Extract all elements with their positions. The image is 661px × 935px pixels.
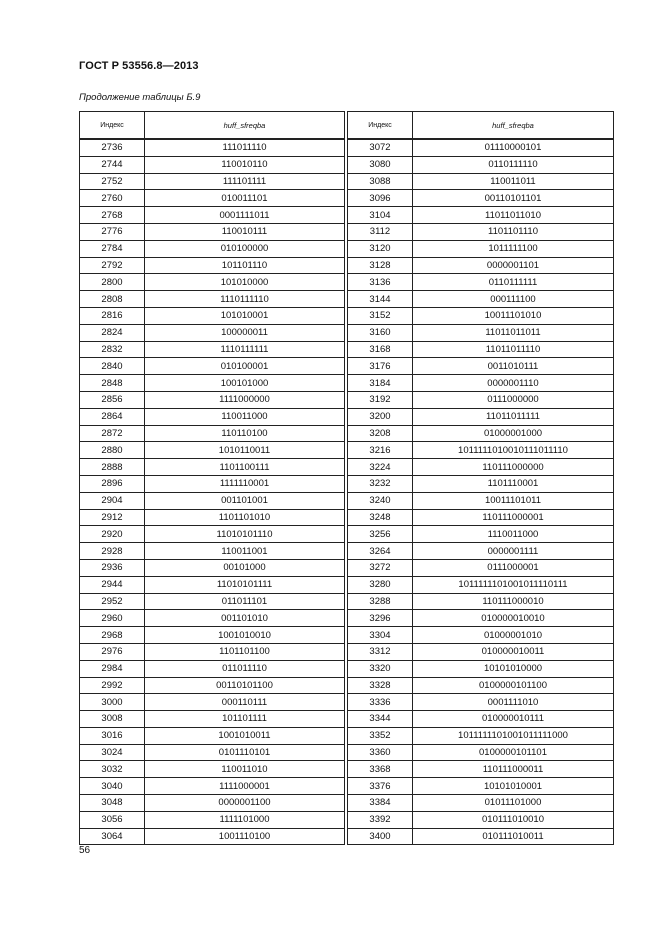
code-cell: 1001110100 — [145, 828, 345, 845]
code-cell: 110111000010 — [413, 593, 614, 610]
index-cell: 3096 — [348, 190, 413, 207]
table-row — [348, 795, 614, 812]
index-cell: 2912 — [80, 509, 145, 526]
index-cell: 3176 — [348, 358, 413, 375]
table-row — [80, 341, 345, 358]
code-cell: 010100000 — [145, 240, 345, 257]
index-cell: 3384 — [348, 795, 413, 812]
code-cell: 010000010111 — [413, 711, 614, 728]
index-cell: 2896 — [80, 475, 145, 492]
table-row — [348, 240, 614, 257]
code-cell: 1111000000 — [145, 391, 345, 408]
code-cell: 1011111100 — [413, 240, 614, 257]
code-cell: 1011111010010111011110 — [413, 442, 614, 459]
code-cell: 010011101 — [145, 190, 345, 207]
code-cell: 1001010011 — [145, 727, 345, 744]
table-row — [80, 139, 345, 156]
code-cell: 010100001 — [145, 358, 345, 375]
code-cell: 010111010010 — [413, 811, 614, 828]
index-cell: 2952 — [80, 593, 145, 610]
table-row — [80, 207, 345, 224]
table-row — [348, 660, 614, 677]
table-row — [80, 475, 345, 492]
index-cell: 3064 — [80, 828, 145, 845]
table-right-half — [347, 111, 614, 845]
index-cell: 3360 — [348, 744, 413, 761]
table-row — [348, 828, 614, 845]
code-cell: 00110101101 — [413, 190, 614, 207]
code-cell: 0001111010 — [413, 694, 614, 711]
index-cell: 2800 — [80, 274, 145, 291]
table-row — [348, 593, 614, 610]
index-cell: 2880 — [80, 442, 145, 459]
code-cell: 110010110 — [145, 156, 345, 173]
index-cell: 3120 — [348, 240, 413, 257]
table-row — [348, 139, 614, 156]
code-cell: 1110111111 — [145, 341, 345, 358]
index-cell: 2936 — [80, 559, 145, 576]
index-cell: 3072 — [348, 139, 413, 156]
index-cell: 2968 — [80, 627, 145, 644]
table-row — [80, 795, 345, 812]
code-cell: 000111100 — [413, 291, 614, 308]
table-row — [80, 660, 345, 677]
table-row — [348, 156, 614, 173]
index-cell: 2984 — [80, 660, 145, 677]
code-cell: 010000010010 — [413, 610, 614, 627]
code-cell: 1101110001 — [413, 475, 614, 492]
table-row — [348, 375, 614, 392]
table-row — [80, 408, 345, 425]
index-cell: 3000 — [80, 694, 145, 711]
index-cell: 3048 — [80, 795, 145, 812]
code-cell: 100000011 — [145, 324, 345, 341]
table-row — [80, 761, 345, 778]
table-row — [348, 744, 614, 761]
column-header-index: Индекс — [348, 112, 413, 140]
index-cell: 3016 — [80, 727, 145, 744]
index-cell: 2848 — [80, 375, 145, 392]
code-cell: 11011011111 — [413, 408, 614, 425]
code-cell: 1111101000 — [145, 811, 345, 828]
table-row — [348, 727, 614, 744]
code-cell: 0011010111 — [413, 358, 614, 375]
code-cell: 101010001 — [145, 307, 345, 324]
index-cell: 2816 — [80, 307, 145, 324]
index-cell: 3272 — [348, 559, 413, 576]
code-cell: 00101000 — [145, 559, 345, 576]
code-cell: 110110100 — [145, 425, 345, 442]
code-cell: 101101110 — [145, 257, 345, 274]
code-cell: 101101111 — [145, 711, 345, 728]
column-header-code: huff_sfreqba — [413, 112, 614, 140]
table-row — [348, 425, 614, 442]
code-cell: 0100000101101 — [413, 744, 614, 761]
index-cell: 2784 — [80, 240, 145, 257]
table-row — [348, 391, 614, 408]
code-cell: 01000001010 — [413, 627, 614, 644]
table-row — [348, 694, 614, 711]
code-cell: 110011011 — [413, 173, 614, 190]
index-cell: 2856 — [80, 391, 145, 408]
table-row — [80, 593, 345, 610]
index-cell: 2976 — [80, 643, 145, 660]
table-row — [80, 425, 345, 442]
table-row — [80, 223, 345, 240]
table-row — [348, 341, 614, 358]
table-row — [80, 643, 345, 660]
index-cell: 2824 — [80, 324, 145, 341]
code-cell: 01000001000 — [413, 425, 614, 442]
index-cell: 3248 — [348, 509, 413, 526]
index-cell: 3224 — [348, 459, 413, 476]
index-cell: 2808 — [80, 291, 145, 308]
table-row — [348, 442, 614, 459]
table-row — [80, 459, 345, 476]
index-cell: 3392 — [348, 811, 413, 828]
index-cell: 2992 — [80, 677, 145, 694]
table-row — [80, 190, 345, 207]
index-cell: 3160 — [348, 324, 413, 341]
table-row — [80, 811, 345, 828]
table-row — [80, 509, 345, 526]
index-cell: 3032 — [80, 761, 145, 778]
index-cell: 3216 — [348, 442, 413, 459]
code-cell: 11010101111 — [145, 576, 345, 593]
code-cell: 1101101110 — [413, 223, 614, 240]
index-cell: 2888 — [80, 459, 145, 476]
index-cell: 2920 — [80, 526, 145, 543]
code-cell: 0000001101 — [413, 257, 614, 274]
code-cell: 0111000001 — [413, 559, 614, 576]
code-cell: 01110000101 — [413, 139, 614, 156]
table-row — [348, 475, 614, 492]
index-cell: 3040 — [80, 778, 145, 795]
code-cell: 1101101010 — [145, 509, 345, 526]
code-cell: 000110111 — [145, 694, 345, 711]
huffman-table — [79, 111, 614, 843]
table-row — [348, 559, 614, 576]
code-cell: 1111110001 — [145, 475, 345, 492]
index-cell: 3112 — [348, 223, 413, 240]
code-cell: 110011000 — [145, 408, 345, 425]
code-cell: 11010101110 — [145, 526, 345, 543]
index-cell: 3296 — [348, 610, 413, 627]
table-row — [348, 492, 614, 509]
index-cell: 3264 — [348, 543, 413, 560]
index-cell: 3192 — [348, 391, 413, 408]
table-row — [348, 408, 614, 425]
table-row — [80, 391, 345, 408]
table-row — [348, 223, 614, 240]
code-cell: 10011101011 — [413, 492, 614, 509]
code-cell: 110111000001 — [413, 509, 614, 526]
index-cell: 3024 — [80, 744, 145, 761]
index-cell: 2832 — [80, 341, 145, 358]
code-cell: 1010110011 — [145, 442, 345, 459]
code-cell: 00110101100 — [145, 677, 345, 694]
column-header-index: Индекс — [80, 112, 145, 140]
code-cell: 1110111110 — [145, 291, 345, 308]
table-row — [348, 324, 614, 341]
index-cell: 2928 — [80, 543, 145, 560]
index-cell: 3184 — [348, 375, 413, 392]
index-cell: 3240 — [348, 492, 413, 509]
index-cell: 3056 — [80, 811, 145, 828]
table-row — [80, 240, 345, 257]
index-cell: 3344 — [348, 711, 413, 728]
code-cell: 010111010011 — [413, 828, 614, 845]
code-cell: 001101010 — [145, 610, 345, 627]
index-cell: 2792 — [80, 257, 145, 274]
code-cell: 011011110 — [145, 660, 345, 677]
index-cell: 3400 — [348, 828, 413, 845]
index-cell: 3288 — [348, 593, 413, 610]
index-cell: 3304 — [348, 627, 413, 644]
index-cell: 3080 — [348, 156, 413, 173]
table-caption: Продолжение таблицы Б.9 — [79, 92, 201, 103]
column-header-code: huff_sfreqba — [145, 112, 345, 140]
code-cell: 110111000011 — [413, 761, 614, 778]
code-cell: 10101010001 — [413, 778, 614, 795]
index-cell: 2944 — [80, 576, 145, 593]
index-cell: 3376 — [348, 778, 413, 795]
page-number: 56 — [79, 845, 91, 856]
document-standard-title: ГОСТ Р 53556.8—2013 — [79, 60, 199, 72]
index-cell: 3312 — [348, 643, 413, 660]
index-cell: 3168 — [348, 341, 413, 358]
table-row — [348, 257, 614, 274]
index-cell: 3128 — [348, 257, 413, 274]
code-cell: 0000001100 — [145, 795, 345, 812]
index-cell: 3144 — [348, 291, 413, 308]
table-right-body — [348, 139, 614, 845]
table-row — [348, 307, 614, 324]
code-cell: 11011011011 — [413, 324, 614, 341]
code-cell: 10101010000 — [413, 660, 614, 677]
table-row — [80, 526, 345, 543]
table-row — [80, 307, 345, 324]
table-row — [80, 828, 345, 845]
table-row — [80, 324, 345, 341]
index-cell: 3336 — [348, 694, 413, 711]
code-cell: 1001010010 — [145, 627, 345, 644]
index-cell: 3088 — [348, 173, 413, 190]
index-cell: 3320 — [348, 660, 413, 677]
code-cell: 0110111111 — [413, 274, 614, 291]
table-row — [80, 156, 345, 173]
code-cell: 01011101000 — [413, 795, 614, 812]
code-cell: 0001111011 — [145, 207, 345, 224]
code-cell: 1101101100 — [145, 643, 345, 660]
index-cell: 3280 — [348, 576, 413, 593]
table-row — [80, 492, 345, 509]
table-row — [80, 727, 345, 744]
code-cell: 1101100111 — [145, 459, 345, 476]
index-cell: 3368 — [348, 761, 413, 778]
table-row — [80, 576, 345, 593]
table-row — [80, 543, 345, 560]
table-row — [348, 711, 614, 728]
index-cell: 3352 — [348, 727, 413, 744]
table-row — [348, 811, 614, 828]
index-cell: 2768 — [80, 207, 145, 224]
table-left-half — [79, 111, 345, 845]
table-row — [348, 677, 614, 694]
code-cell: 010000010011 — [413, 643, 614, 660]
table-row — [348, 509, 614, 526]
index-cell: 2872 — [80, 425, 145, 442]
table-row — [80, 677, 345, 694]
table-row — [348, 190, 614, 207]
table-row — [80, 559, 345, 576]
table-row — [348, 576, 614, 593]
table-row — [348, 778, 614, 795]
table-row — [80, 627, 345, 644]
code-cell: 1011111101001011111000 — [413, 727, 614, 744]
index-cell: 2776 — [80, 223, 145, 240]
code-cell: 011011101 — [145, 593, 345, 610]
code-cell: 1111000001 — [145, 778, 345, 795]
code-cell: 11011011010 — [413, 207, 614, 224]
index-cell: 3328 — [348, 677, 413, 694]
table-row — [80, 711, 345, 728]
code-cell: 110010111 — [145, 223, 345, 240]
table-row — [80, 257, 345, 274]
code-cell: 001101001 — [145, 492, 345, 509]
table-row — [80, 291, 345, 308]
code-cell: 0111000000 — [413, 391, 614, 408]
table-left-body — [80, 139, 345, 845]
index-cell: 2736 — [80, 139, 145, 156]
code-cell: 0110111110 — [413, 156, 614, 173]
index-cell: 3152 — [348, 307, 413, 324]
code-cell: 111011110 — [145, 139, 345, 156]
table-row — [80, 442, 345, 459]
table-row — [80, 778, 345, 795]
index-cell: 2864 — [80, 408, 145, 425]
code-cell: 0000001111 — [413, 543, 614, 560]
code-cell: 110011010 — [145, 761, 345, 778]
table-row — [348, 291, 614, 308]
table-row — [348, 610, 614, 627]
index-cell: 3008 — [80, 711, 145, 728]
table-row — [80, 610, 345, 627]
index-cell: 2744 — [80, 156, 145, 173]
code-cell: 0100000101100 — [413, 677, 614, 694]
code-cell: 110111000000 — [413, 459, 614, 476]
table-row — [80, 173, 345, 190]
table-row — [80, 694, 345, 711]
table-row — [80, 358, 345, 375]
table-row — [348, 627, 614, 644]
index-cell: 2760 — [80, 190, 145, 207]
code-cell: 1011111101001011110111 — [413, 576, 614, 593]
table-row — [348, 526, 614, 543]
index-cell: 2960 — [80, 610, 145, 627]
table-row — [80, 274, 345, 291]
index-cell: 2904 — [80, 492, 145, 509]
index-cell: 3256 — [348, 526, 413, 543]
index-cell: 3200 — [348, 408, 413, 425]
table-row — [348, 358, 614, 375]
index-cell: 3208 — [348, 425, 413, 442]
code-cell: 100101000 — [145, 375, 345, 392]
table-row — [348, 207, 614, 224]
code-cell: 0101110101 — [145, 744, 345, 761]
code-cell: 0000001110 — [413, 375, 614, 392]
index-cell: 3136 — [348, 274, 413, 291]
table-row — [348, 459, 614, 476]
index-cell: 2752 — [80, 173, 145, 190]
table-row — [348, 761, 614, 778]
table-row — [80, 375, 345, 392]
index-cell: 2840 — [80, 358, 145, 375]
table-row — [348, 274, 614, 291]
index-cell: 3232 — [348, 475, 413, 492]
table-row — [80, 744, 345, 761]
code-cell: 101010000 — [145, 274, 345, 291]
code-cell: 110011001 — [145, 543, 345, 560]
table-row — [348, 173, 614, 190]
code-cell: 11011011110 — [413, 341, 614, 358]
code-cell: 10011101010 — [413, 307, 614, 324]
table-row — [348, 643, 614, 660]
code-cell: 111101111 — [145, 173, 345, 190]
table-row — [348, 543, 614, 560]
index-cell: 3104 — [348, 207, 413, 224]
code-cell: 1110011000 — [413, 526, 614, 543]
